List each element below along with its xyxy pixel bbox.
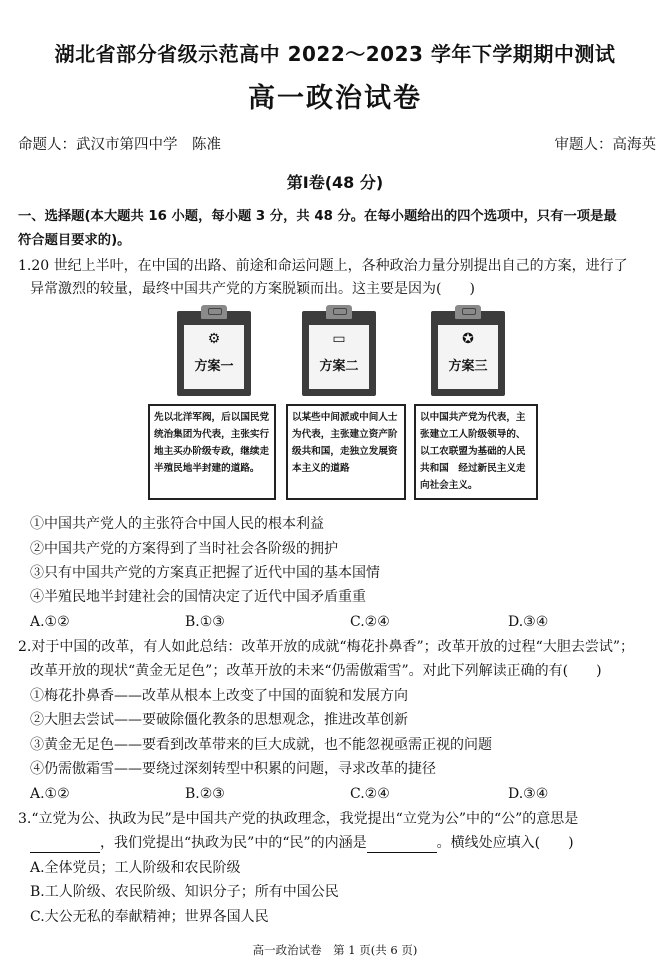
page-footer: 高一政治试卷 第 1 页(共 6 页) [252,943,418,957]
q2-stem-line-1: 2.对于中国的改革，有人如此总结：改革开放的成就“梅花扑鼻香”；改革开放的过程“大胆去尝试”； [18,639,634,655]
q2-choice-c: C.②④ [350,786,390,802]
instructions-line-1: 一、选择题(本大题共 16 小题，每小题 3 分，共 48 分。在每小题给出的四个选项中，只有一项是最 [18,209,617,224]
q3-option-a: A.全体党员；工人阶级和农民阶级 [30,860,241,876]
plan-card-3 [431,311,505,396]
plan-3-label: 方案三 [448,359,488,374]
q2-option-4: ④仍需傲霜雪——要绕过深刻转型中积累的问题，寻求改革的捷径 [30,761,436,777]
q3-option-c: C.大公无私的奉献精神；世界各国人民 [30,909,269,925]
q1-option-3: ③只有中国共产党的方案真正把握了近代中国的基本国情 [30,565,380,581]
q2-option-1: ①梅花扑鼻香——改革从根本上改变了中国的面貌和发展方向 [30,688,408,704]
clipboard-clip-icon [326,305,352,319]
plan-card-2 [302,311,376,396]
instructions-line-2: 符合题目要求的)。 [18,233,131,248]
clipboard-clip-icon [455,305,481,319]
plan-2-label: 方案二 [319,359,359,374]
plan-2-description: 以某些中间派或中间人士为代表，主张建立资产阶级共和国，走独立发展资本主义的道路 [286,404,406,500]
q1-option-1: ①中国共产党人的主张符合中国人民的根本利益 [30,516,324,532]
plan-card-1 [177,311,251,396]
plan-1-label: 方案一 [194,359,234,374]
q3-stem-line-2 [30,833,574,853]
author-line: 命题人：武汉市第四中学 陈准 [18,137,221,153]
plan-2-icon: ▭ [332,331,346,347]
answer-blank-1 [30,838,100,853]
plan-3-icon: ✪ [462,331,474,347]
q2-option-3: ③黄金无足色——要看到改革带来的巨大成就，也不能忽视亟需正视的问题 [30,737,492,753]
q1-stem-line-2: 异常激烈的较量，最终中国共产党的方案脱颖而出。这主要是因为( ) [30,281,475,297]
q1-option-4: ④半殖民地半封建社会的国情决定了近代中国矛盾重重 [30,589,366,605]
q2-choice-a: A.①② [30,786,70,802]
plan-1-description: 先以北洋军阀，后以国民党统治集团为代表，主张实行地主买办阶级专政，继续走半殖民地半封建的道路。 [148,404,276,500]
q1-choice-b: B.①③ [185,614,225,630]
q3-stem-part-b: 。横线处应填入( ) [436,835,574,851]
plan-1-icon: ⚙ [207,331,221,347]
exam-title: 湖北省部分省级示范高中 2022～2023 学年下学期期中测试 [54,42,616,66]
q3-option-b: B.工人阶级、农民阶级、知识分子；所有中国公民 [30,884,339,900]
q1-stem-line-1: 1.20 世纪上半叶，在中国的出路、前途和命运问题上，各种政治力量分别提出自己的方案，进行了 [18,258,628,274]
q2-stem-line-2: 改革开放的现状“黄金无足色”；改革开放的未来“仍需傲霜雪”。对此下列解读正确的有( ) [30,663,602,679]
q1-choice-c: C.②④ [350,614,390,630]
q3-stem-line-1: 3.“立党为公、执政为民”是中国共产党的执政理念，我党提出“立党为公”中的“公”的意思是 [18,811,579,827]
clipboard-clip-icon [201,305,227,319]
q3-stem-part-a: ，我们党提出“执政为民”中的“民”的内涵是 [100,835,367,851]
q2-choice-b: B.②③ [185,786,225,802]
reviewer-line: 审题人：高海英 [554,137,656,153]
q1-option-2: ②中国共产党的方案得到了当时社会各阶级的拥护 [30,541,338,557]
answer-blank-2 [367,838,437,853]
paper-subtitle: 高一政治试卷 [248,83,422,114]
plan-3-description: 以中国共产党为代表，主张建立工人阶级领导的、以工农联盟为基础的人民共和国 经过新民主义走向社会主义。 [414,404,538,500]
q2-choice-d: D.③④ [508,786,549,802]
q2-option-2: ②大胆去尝试——要破除僵化教条的思想观念，推进改革创新 [30,712,408,728]
q1-choice-a: A.①② [30,614,70,630]
q1-choice-d: D.③④ [508,614,549,630]
section-title: 第Ⅰ卷(48 分) [286,173,384,192]
